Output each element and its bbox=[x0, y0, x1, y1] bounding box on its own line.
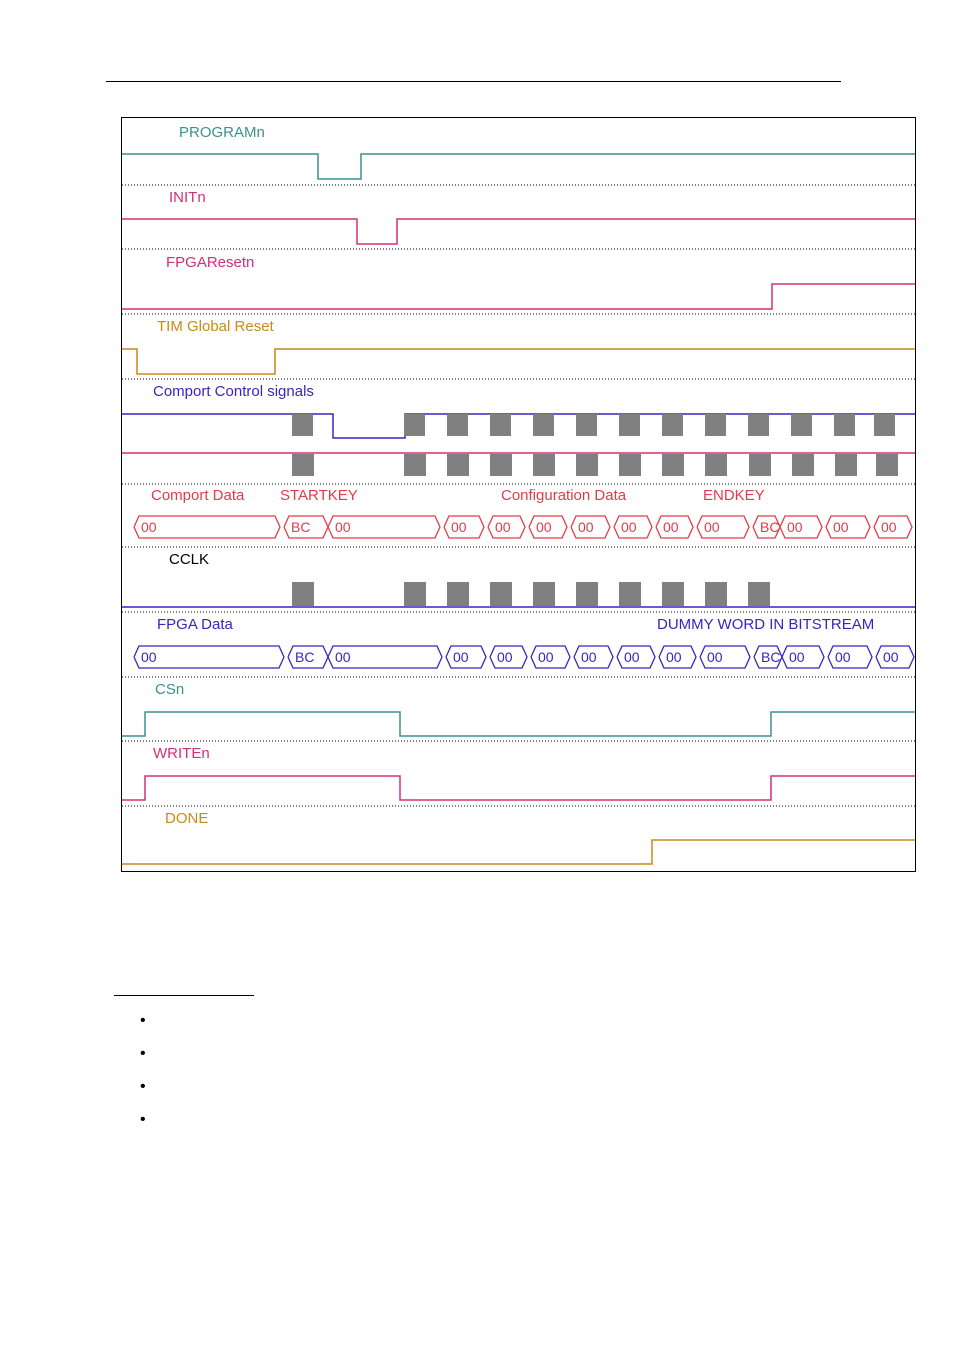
cclk-pulse bbox=[292, 582, 314, 606]
cclk-pulse bbox=[447, 582, 469, 606]
control-pulse bbox=[490, 454, 512, 476]
annotation-endkey: ENDKEY bbox=[703, 487, 765, 504]
control-pulse bbox=[447, 414, 468, 436]
cclk-pulse bbox=[619, 582, 641, 606]
bullet-glyph: • bbox=[140, 1045, 146, 1062]
signal-label-comport-data: Comport Data bbox=[151, 487, 245, 504]
comport-data-bus-value: 00 bbox=[621, 519, 637, 535]
fpga-data-bus-value: 00 bbox=[789, 649, 805, 665]
cclk-pulse bbox=[404, 582, 426, 606]
control-pulse bbox=[404, 454, 426, 476]
control-pulse bbox=[490, 414, 511, 436]
cclk-pulse bbox=[705, 582, 727, 606]
control-pulse bbox=[619, 454, 641, 476]
fpga-data-bus-value: 00 bbox=[883, 649, 899, 665]
signal-label-programn: PROGRAMn bbox=[179, 124, 265, 141]
comport-data-bus-value: 00 bbox=[663, 519, 679, 535]
fpga-data-bus-value: 00 bbox=[335, 649, 351, 665]
control-pulse bbox=[619, 414, 640, 436]
control-pulse bbox=[791, 414, 812, 436]
waveform-initn bbox=[122, 219, 915, 244]
annotation-startkey: STARTKEY bbox=[280, 487, 358, 504]
comport-data-bus-value: 00 bbox=[881, 519, 897, 535]
fpga-data-bus-value: 00 bbox=[666, 649, 682, 665]
comport-data-bus-value: 00 bbox=[536, 519, 552, 535]
fpga-data-bus-value: 00 bbox=[141, 649, 157, 665]
fpga-data-bus-value: 00 bbox=[453, 649, 469, 665]
signal-label-fpgaresetn: FPGAResetn bbox=[166, 254, 255, 271]
control-pulse bbox=[576, 454, 598, 476]
signal-label-initn: INITn bbox=[169, 189, 206, 206]
control-pulse bbox=[705, 414, 726, 436]
bullet-glyph: • bbox=[140, 1012, 146, 1029]
control-pulse bbox=[404, 414, 425, 436]
timing-diagram bbox=[121, 117, 916, 872]
cclk-pulse bbox=[662, 582, 684, 606]
comport-data-bus-value: 00 bbox=[495, 519, 511, 535]
comport-data-bus-value: 00 bbox=[141, 519, 157, 535]
fpga-data-bus-value: 00 bbox=[538, 649, 554, 665]
control-pulse bbox=[662, 414, 683, 436]
timing-diagram-canvas bbox=[122, 118, 915, 871]
waveform-csn bbox=[122, 712, 915, 736]
comport-data-bus-value: 00 bbox=[833, 519, 849, 535]
control-pulse bbox=[748, 414, 769, 436]
fpga-data-bus-value: 00 bbox=[707, 649, 723, 665]
cclk-pulse bbox=[748, 582, 770, 606]
waveform-done bbox=[122, 840, 915, 864]
control-pulse bbox=[705, 454, 727, 476]
control-pulse bbox=[662, 454, 684, 476]
comport-data-bus-value: 00 bbox=[704, 519, 720, 535]
fpga-data-bus-value: 00 bbox=[581, 649, 597, 665]
comport-data-bus-value: 00 bbox=[451, 519, 467, 535]
signal-label-fpga-data: FPGA Data bbox=[157, 616, 233, 633]
waveform-tim-global-reset bbox=[122, 349, 915, 374]
waveform-writen bbox=[122, 776, 915, 800]
control-pulse bbox=[792, 454, 814, 476]
waveform-fpgaresetn bbox=[122, 284, 915, 309]
control-pulse bbox=[292, 454, 314, 476]
control-pulse bbox=[835, 454, 857, 476]
fpga-data-bus-value: 00 bbox=[835, 649, 851, 665]
signal-label-done: DONE bbox=[165, 810, 209, 827]
signal-label-cclk: CCLK bbox=[169, 551, 210, 568]
control-pulse bbox=[447, 454, 469, 476]
cclk-pulse bbox=[576, 582, 598, 606]
bullet-glyph: • bbox=[140, 1111, 146, 1128]
fpga-data-bus-value: BC bbox=[295, 649, 315, 665]
bullet-glyph: • bbox=[140, 1078, 146, 1095]
waveform-programn bbox=[122, 154, 915, 179]
signal-label-comport-control: Comport Control signals bbox=[153, 383, 314, 400]
control-pulse bbox=[533, 454, 555, 476]
comport-data-bus-value: 00 bbox=[578, 519, 594, 535]
annotation-configuration-data: Configuration Data bbox=[501, 487, 627, 504]
control-pulse bbox=[749, 454, 771, 476]
comport-data-bus-value: 00 bbox=[335, 519, 351, 535]
header-rule bbox=[106, 81, 841, 82]
control-pulse bbox=[876, 454, 898, 476]
control-pulse bbox=[834, 414, 855, 436]
fpga-data-bus-value: 00 bbox=[497, 649, 513, 665]
comport-data-bus-value: BC bbox=[291, 519, 311, 535]
annotation-dummy-word: DUMMY WORD IN BITSTREAM bbox=[657, 616, 875, 633]
cclk-pulse bbox=[533, 582, 555, 606]
signal-label-writen: WRITEn bbox=[153, 745, 210, 762]
control-pulse bbox=[874, 414, 895, 436]
fpga-data-bus-value: BC bbox=[761, 649, 781, 665]
fpga-data-bus-value: 00 bbox=[624, 649, 640, 665]
comport-data-bus-value: BC bbox=[760, 519, 780, 535]
signal-label-csn: CSn bbox=[155, 681, 185, 698]
signal-label-tim-global-reset: TIM Global Reset bbox=[157, 318, 274, 335]
comport-data-bus-value: 00 bbox=[787, 519, 803, 535]
cclk-pulse bbox=[490, 582, 512, 606]
control-pulse bbox=[533, 414, 554, 436]
section-heading-underline bbox=[114, 995, 254, 996]
control-pulse bbox=[576, 414, 597, 436]
control-pulse bbox=[292, 414, 313, 436]
